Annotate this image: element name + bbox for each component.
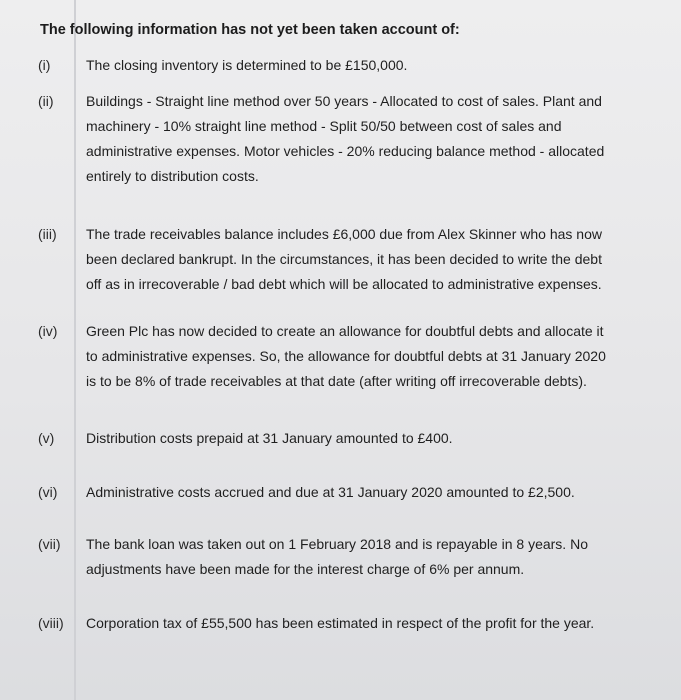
item-line: entirely to distribution costs. [86, 168, 259, 184]
item-marker: (vi) [38, 484, 58, 500]
item-text [86, 611, 666, 636]
list-item-vii [38, 532, 666, 582]
item-text [86, 319, 666, 394]
item-line: The trade receivables balance includes £6,000 due from Alex Skinner who has now [86, 226, 602, 242]
item-text [86, 480, 666, 505]
item-line: Administrative costs accrued and due at 31 January 2020 amounted to £2,500. [86, 484, 575, 500]
list-item-v [38, 426, 666, 451]
item-line: The closing inventory is determined to be £150,000. [86, 57, 408, 73]
item-marker: (iv) [38, 323, 58, 339]
item-text [86, 426, 666, 451]
item-text [86, 532, 666, 582]
list-item-vi [38, 480, 666, 505]
item-line: off as in irrecoverable / bad debt which will be allocated to administrative expenses. [86, 276, 602, 292]
item-line: to administrative expenses. So, the allowance for doubtful debts at 31 January 2020 [86, 348, 606, 364]
item-line: Distribution costs prepaid at 31 January amounted to £400. [86, 430, 453, 446]
list-item-iii [38, 222, 666, 297]
item-line: administrative expenses. Motor vehicles - 20% reducing balance method - allocated [86, 143, 605, 159]
item-marker: (iii) [38, 226, 57, 242]
list-item-viii [38, 611, 666, 636]
item-marker: (v) [38, 430, 55, 446]
item-line: machinery - 10% straight line method - Split 50/50 between cost of sales and [86, 118, 562, 134]
item-text [86, 89, 666, 189]
item-text [86, 53, 666, 78]
item-line: adjustments have been made for the interest charge of 6% per annum. [86, 561, 525, 577]
item-line: The bank loan was taken out on 1 February 2018 and is repayable in 8 years. No [86, 536, 588, 552]
item-line: Green Plc has now decided to create an allowance for doubtful debts and allocate it [86, 323, 604, 339]
item-line: been declared bankrupt. In the circumstances, it has been decided to write the debt [86, 251, 602, 267]
item-marker: (vii) [38, 536, 61, 552]
item-marker: (i) [38, 57, 51, 73]
item-line: is to be 8% of trade receivables at that date (after writing off irrecoverable debts). [86, 373, 587, 389]
list-item-ii [38, 89, 666, 189]
item-line: Buildings - Straight line method over 50 years - Allocated to cost of sales. Plant and [86, 93, 602, 109]
list-item-i [38, 53, 666, 78]
page-heading: The following information has not yet been taken account of: [40, 22, 460, 38]
list-item-iv [38, 319, 666, 394]
item-marker: (ii) [38, 93, 54, 109]
item-marker: (viii) [38, 615, 64, 631]
item-line: Corporation tax of £55,500 has been estimated in respect of the profit for the year. [86, 615, 595, 631]
item-text [86, 222, 666, 297]
